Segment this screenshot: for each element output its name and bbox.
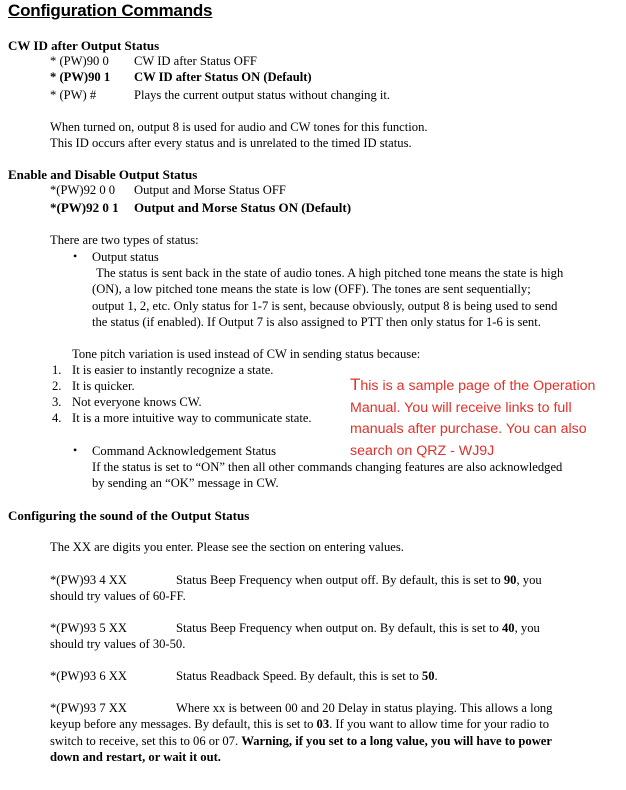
- cmd-desc-cont: should try values of 30-50.: [50, 637, 186, 651]
- cmd-desc-cont: switch to receive, set this to 06 or 07. Warning, if you set to a long value, you will have to power: [50, 734, 552, 748]
- paragraph-line: by sending an “OK” message in CW.: [92, 476, 279, 490]
- paragraph-line: The status is sent back in the state of audio tones. A high pitched tone means the state is high: [96, 266, 564, 280]
- cmd-desc: Status Beep Frequency when output on. By default, this is set to 40, you: [176, 621, 540, 635]
- list-number: 4.: [52, 411, 62, 425]
- cmd-desc: Plays the current output status without changing it.: [134, 88, 391, 102]
- list-item: It is quicker.: [72, 379, 135, 393]
- list-number: 3.: [52, 395, 62, 409]
- paragraph: Tone pitch variation is used instead of CW in sending status because:: [72, 347, 421, 361]
- bullet-title: Command Acknowledgement Status: [92, 444, 276, 458]
- bullet-icon: •: [73, 249, 78, 263]
- sample-notice-cap: T: [350, 375, 361, 394]
- paragraph-line: the status (if enabled). If Output 7 is also assigned to PTT then only status for 1-6 is sent.: [92, 315, 541, 329]
- cmd-desc: Output and Morse Status ON (Default): [134, 200, 352, 215]
- cmd-desc: Status Beep Frequency when output off. By default, this is set to 90, you: [176, 573, 542, 587]
- section-heading-cwid: CW ID after Output Status: [8, 38, 160, 53]
- cmd-code: *(PW)93 5 XX: [50, 621, 127, 635]
- cmd-desc-cont: keyup before any messages. By default, this is set to 03. If you want to allow time for your radio to: [50, 717, 550, 731]
- paragraph: This ID occurs after every status and is unrelated to the timed ID status.: [50, 136, 412, 150]
- cmd-desc-cont: should try values of 60-FF.: [50, 589, 186, 603]
- cmd-desc: Output and Morse Status OFF: [134, 183, 286, 197]
- cmd-code: * (PW)90 0: [50, 54, 109, 68]
- paragraph-line: output 1, 2, etc. Only status for 1-7 is sent, because obviously, output 8 is being used to send: [92, 299, 558, 313]
- list-number: 1.: [52, 363, 62, 377]
- bullet-title: Output status: [92, 250, 159, 264]
- cmd-code: *(PW)93 7 XX: [50, 701, 127, 715]
- list-number: 2.: [52, 379, 62, 393]
- cmd-code: * (PW)90 1: [50, 70, 111, 84]
- cmd-code: *(PW)93 4 XX: [50, 573, 127, 587]
- cmd-code: *(PW)92 0 0: [50, 183, 116, 197]
- paragraph-line: If the status is set to “ON” then all other commands changing features are also acknowledged: [92, 460, 563, 474]
- paragraph: The XX are digits you enter. Please see the section on entering values.: [50, 540, 404, 554]
- cmd-desc: CW ID after Status OFF: [134, 54, 257, 68]
- cmd-desc: Where xx is between 00 and 20 Delay in status playing. This allows a long: [176, 701, 553, 715]
- paragraph: There are two types of status:: [50, 233, 199, 247]
- cmd-code: *(PW)93 6 XX: [50, 669, 127, 683]
- section-heading-enable: Enable and Disable Output Status: [8, 167, 198, 182]
- cmd-code: * (PW) #: [50, 88, 97, 102]
- page-title: Configuration Commands: [8, 1, 213, 20]
- list-item: It is easier to instantly recognize a state.: [72, 363, 274, 377]
- cmd-code: *(PW)92 0 1: [50, 200, 119, 215]
- paragraph: When turned on, output 8 is used for audio and CW tones for this function.: [50, 120, 428, 134]
- cmd-desc: CW ID after Status ON (Default): [134, 70, 312, 84]
- sample-notice-text: his is a sample page of the Operation Manual. You will receive links to full manuals after purchase. You can also search on QRZ - WJ9J: [350, 378, 596, 459]
- paragraph-line: (ON), a low pitched tone means the state is low (OFF). The tones are sent sequentially;: [92, 282, 531, 296]
- sample-notice: [350, 374, 626, 462]
- list-item: Not everyone knows CW.: [72, 395, 202, 409]
- cmd-desc-cont: down and restart, or wait it out.: [50, 750, 221, 764]
- bullet-icon: •: [73, 443, 78, 457]
- list-item: It is a more intuitive way to communicate state.: [72, 411, 312, 425]
- cmd-desc: Status Readback Speed. By default, this is set to 50.: [176, 669, 438, 683]
- section-heading-sound: Configuring the sound of the Output Status: [8, 508, 250, 523]
